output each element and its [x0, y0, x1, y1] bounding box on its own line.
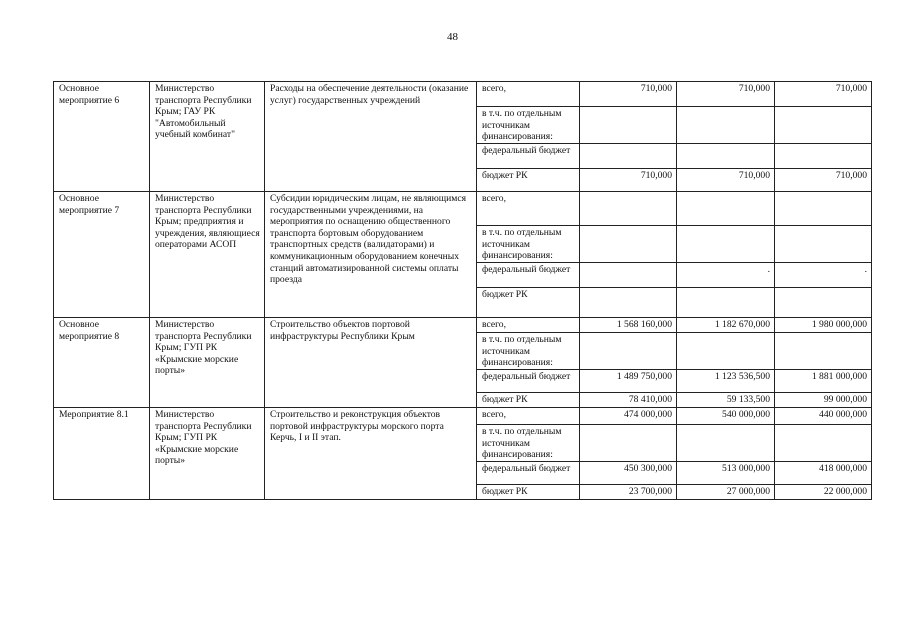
executor-cell: Министерство транспорта Республики Крым; ГАУ РК "Автомобильный учебный комбинат": [150, 82, 265, 192]
activity-label: Основное мероприятие 7: [54, 192, 150, 318]
funding-source-cell: всего,: [477, 82, 580, 107]
funding-source-cell: бюджет РК: [477, 393, 580, 408]
funding-source-cell: федеральный бюджет: [477, 462, 580, 485]
amount-year-3-cell: 710,000: [775, 82, 872, 107]
amount-year-3-cell: 22 000,000: [775, 485, 872, 500]
amount-year-3-cell: [775, 144, 872, 169]
amount-year-1-cell: [580, 425, 677, 462]
activity-label: Мероприятие 8.1: [54, 408, 150, 500]
amount-year-3-cell: [775, 226, 872, 263]
table-row: [54, 82, 872, 107]
amount-year-2-cell: [677, 226, 775, 263]
amount-year-1-cell: 710,000: [580, 82, 677, 107]
amount-year-3-cell: [775, 425, 872, 462]
funding-source-cell: федеральный бюджет: [477, 263, 580, 288]
amount-year-2-cell: 513 000,000: [677, 462, 775, 485]
amount-year-1-cell: 474 000,000: [580, 408, 677, 425]
funding-source-cell: в т.ч. по отдельным источникам финансирования:: [477, 425, 580, 462]
amount-year-3-cell: .: [775, 263, 872, 288]
amount-year-1-cell: 710,000: [580, 169, 677, 192]
amount-year-3-cell: [775, 192, 872, 226]
table-row: [54, 192, 872, 226]
funding-source-cell: бюджет РК: [477, 169, 580, 192]
amount-year-1-cell: 1 489 750,000: [580, 370, 677, 393]
funding-source-cell: бюджет РК: [477, 288, 580, 318]
executor-cell: Министерство транспорта Республики Крым; ГУП РК «Крымские морские порты»: [150, 408, 265, 500]
table-row: [54, 318, 872, 333]
amount-year-2-cell: 27 000,000: [677, 485, 775, 500]
amount-year-1-cell: 78 410,000: [580, 393, 677, 408]
amount-year-2-cell: [677, 425, 775, 462]
amount-year-1-cell: [580, 263, 677, 288]
amount-year-3-cell: [775, 107, 872, 144]
table-row: [54, 408, 872, 425]
amount-year-2-cell: [677, 288, 775, 318]
funding-source-cell: всего,: [477, 408, 580, 425]
description-cell: Субсидии юридическим лицам, не являющимся государственными учреждениями, на мероприятия по оснащению общественного транспорта бортовым оборудованием транспортных средств (валидаторами) и коммуникационным оборудованием конечных станций автоматизированной системы оплаты проезда: [265, 192, 477, 318]
amount-year-1-cell: [580, 333, 677, 370]
executor-cell: Министерство транспорта Республики Крым; предприятия и учреждения, являющиеся операторами АСОП: [150, 192, 265, 318]
funding-source-cell: федеральный бюджет: [477, 144, 580, 169]
amount-year-1-cell: 23 700,000: [580, 485, 677, 500]
amount-year-3-cell: [775, 333, 872, 370]
amount-year-1-cell: [580, 288, 677, 318]
amount-year-2-cell: 59 133,500: [677, 393, 775, 408]
amount-year-3-cell: 710,000: [775, 169, 872, 192]
amount-year-2-cell: 1 123 536,500: [677, 370, 775, 393]
amount-year-2-cell: [677, 192, 775, 226]
amount-year-3-cell: 1 881 000,000: [775, 370, 872, 393]
amount-year-1-cell: 450 300,000: [580, 462, 677, 485]
amount-year-2-cell: 710,000: [677, 82, 775, 107]
amount-year-3-cell: 1 980 000,000: [775, 318, 872, 333]
funding-source-cell: федеральный бюджет: [477, 370, 580, 393]
activity-label: Основное мероприятие 6: [54, 82, 150, 192]
amount-year-3-cell: 99 000,000: [775, 393, 872, 408]
activity-label: Основное мероприятие 8: [54, 318, 150, 408]
amount-year-2-cell: [677, 333, 775, 370]
amount-year-3-cell: [775, 288, 872, 318]
amount-year-2-cell: 540 000,000: [677, 408, 775, 425]
amount-year-2-cell: 710,000: [677, 169, 775, 192]
amount-year-2-cell: [677, 107, 775, 144]
description-cell: Строительство объектов портовой инфраструктуры Республики Крым: [265, 318, 477, 408]
amount-year-2-cell: 1 182 670,000: [677, 318, 775, 333]
funding-source-cell: в т.ч. по отдельным источникам финансирования:: [477, 107, 580, 144]
amount-year-1-cell: 1 568 160,000: [580, 318, 677, 333]
funding-source-cell: бюджет РК: [477, 485, 580, 500]
amount-year-3-cell: 418 000,000: [775, 462, 872, 485]
amount-year-1-cell: [580, 192, 677, 226]
funding-source-cell: в т.ч. по отдельным источникам финансирования:: [477, 333, 580, 370]
amount-year-1-cell: [580, 144, 677, 169]
amount-year-2-cell: .: [677, 263, 775, 288]
description-cell: Строительство и реконструкция объектов портовой инфраструктуры морского порта Керчь, I и II этап.: [265, 408, 477, 500]
executor-cell: Министерство транспорта Республики Крым; ГУП РК «Крымские морские порты»: [150, 318, 265, 408]
amount-year-1-cell: [580, 107, 677, 144]
funding-source-cell: в т.ч. по отдельным источникам финансирования:: [477, 226, 580, 263]
page-number: 48: [447, 31, 458, 43]
funding-source-cell: всего,: [477, 192, 580, 226]
funding-source-cell: всего,: [477, 318, 580, 333]
amount-year-3-cell: 440 000,000: [775, 408, 872, 425]
amount-year-1-cell: [580, 226, 677, 263]
description-cell: Расходы на обеспечение деятельности (оказание услуг) государственных учреждений: [265, 82, 477, 192]
program-activities-table: [53, 81, 872, 500]
amount-year-2-cell: [677, 144, 775, 169]
